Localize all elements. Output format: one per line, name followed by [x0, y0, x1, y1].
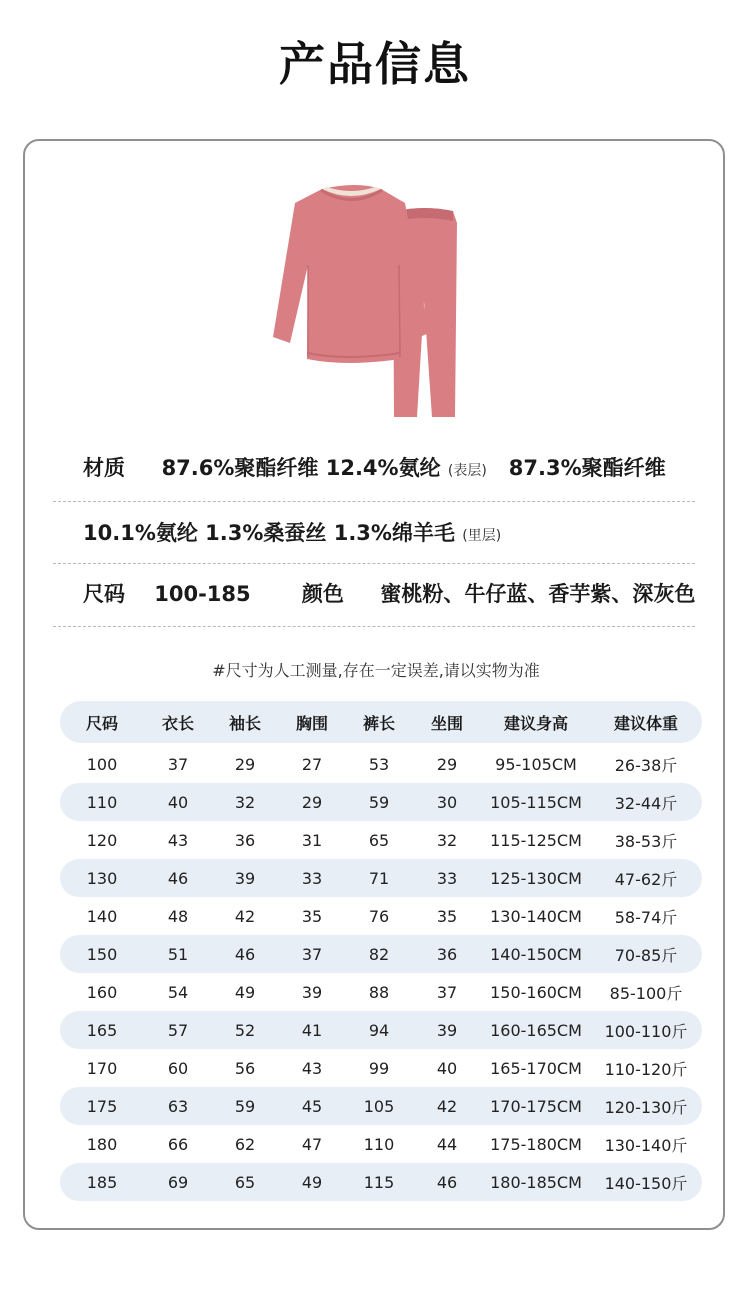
- table-cell: 76: [368, 906, 390, 926]
- table-cell: 165-170CM: [490, 1058, 582, 1078]
- header-sleeve-length: 袖长: [228, 713, 261, 733]
- table-cell: 56: [234, 1058, 256, 1078]
- color-label: 颜色: [301, 582, 344, 606]
- table-cell: 115: [363, 1172, 395, 1192]
- table-cell: 32: [234, 792, 256, 812]
- table-cell: 29: [234, 754, 256, 774]
- table-cell: 27: [301, 754, 323, 774]
- table-cell: 110: [86, 792, 118, 812]
- table-cell: 70-85斤: [614, 945, 678, 965]
- header-weight: 建议体重: [613, 713, 678, 733]
- divider: [53, 563, 695, 564]
- table-cell: 71: [368, 868, 390, 888]
- table-cell: 130-140斤: [604, 1135, 688, 1155]
- material-inner-line2: 10.1%氨纶 1.3%桑蚕丝 1.3%绵羊毛: [83, 521, 455, 545]
- table-row: [60, 897, 702, 935]
- table-cell: 46: [234, 944, 256, 964]
- table-cell: 33: [301, 868, 323, 888]
- table-cell: 150-160CM: [490, 982, 582, 1002]
- material-row-1: [83, 452, 697, 482]
- table-cell: 59: [368, 792, 390, 812]
- size-table: [60, 701, 702, 1201]
- table-cell: 42: [234, 906, 256, 926]
- table-header-row: [60, 701, 702, 743]
- page-title: 产品信息: [279, 37, 471, 91]
- material-outer: 87.6%聚酯纤维 12.4%氨纶: [161, 456, 441, 480]
- table-cell: 94: [368, 1020, 390, 1040]
- table-cell: 39: [301, 982, 323, 1002]
- table-cell: 39: [436, 1020, 458, 1040]
- table-cell: 37: [301, 944, 323, 964]
- table-cell: 130: [86, 868, 118, 888]
- table-row: [60, 1049, 702, 1087]
- table-cell: 49: [301, 1172, 323, 1192]
- table-cell: 46: [167, 868, 189, 888]
- table-cell: 140-150斤: [604, 1173, 688, 1193]
- product-image: [247, 181, 467, 421]
- table-cell: 38-53斤: [614, 831, 678, 851]
- table-cell: 51: [167, 944, 189, 964]
- table-cell: 140-150CM: [490, 944, 582, 964]
- header-chest: 胸围: [295, 713, 328, 733]
- material-label: 材质: [83, 456, 125, 480]
- table-cell: 100-110斤: [604, 1021, 688, 1041]
- table-row: [60, 1087, 702, 1125]
- color-options: 蜜桃粉、牛仔蓝、香芋紫、深灰色: [380, 582, 696, 606]
- table-cell: 40: [436, 1058, 458, 1078]
- table-row: [60, 973, 702, 1011]
- table-cell: 65: [234, 1172, 256, 1192]
- table-cell: 31: [301, 830, 323, 850]
- table-cell: 185: [86, 1172, 118, 1192]
- table-row: [60, 1011, 702, 1049]
- measurement-disclaimer: #尺寸为人工测量,存在一定误差,请以实物为准: [212, 661, 540, 680]
- table-cell: 37: [167, 754, 189, 774]
- table-cell: 35: [436, 906, 458, 926]
- header-size: 尺码: [85, 713, 118, 733]
- table-cell: 125-130CM: [490, 868, 582, 888]
- table-cell: 45: [301, 1096, 323, 1116]
- table-cell: 110-120斤: [604, 1059, 688, 1079]
- table-cell: 100: [86, 754, 118, 774]
- table-cell: 46: [436, 1172, 458, 1192]
- table-cell: 52: [234, 1020, 256, 1040]
- table-cell: 110: [363, 1134, 395, 1154]
- table-cell: 60: [167, 1058, 189, 1078]
- divider: [53, 626, 695, 627]
- table-cell: 150: [86, 944, 118, 964]
- material-row-2: [83, 517, 697, 547]
- header-height: 建议身高: [503, 713, 568, 733]
- product-info-card: [23, 139, 725, 1230]
- table-cell: 88: [368, 982, 390, 1002]
- header-pants-length: 裤长: [362, 713, 395, 733]
- table-cell: 47: [301, 1134, 323, 1154]
- table-cell: 29: [301, 792, 323, 812]
- table-row: [60, 1125, 702, 1163]
- header-top-length: 衣长: [161, 713, 194, 733]
- divider: [53, 501, 695, 502]
- table-cell: 26-38斤: [614, 755, 678, 775]
- table-cell: 120: [86, 830, 118, 850]
- material-inner-line1: 87.3%聚酯纤维: [508, 456, 666, 480]
- table-cell: 48: [167, 906, 189, 926]
- table-cell: 66: [167, 1134, 189, 1154]
- table-cell: 120-130斤: [604, 1097, 688, 1117]
- table-cell: 160-165CM: [490, 1020, 582, 1040]
- table-cell: 175-180CM: [490, 1134, 582, 1154]
- table-row: [60, 745, 702, 783]
- table-row: [60, 821, 702, 859]
- table-cell: 63: [167, 1096, 189, 1116]
- table-cell: 62: [234, 1134, 256, 1154]
- table-cell: 41: [301, 1020, 323, 1040]
- table-cell: 85-100斤: [609, 983, 683, 1003]
- table-cell: 105: [363, 1096, 395, 1116]
- table-row: [60, 859, 702, 897]
- size-label: 尺码: [83, 582, 125, 606]
- table-cell: 43: [301, 1058, 323, 1078]
- table-row: [60, 783, 702, 821]
- table-cell: 32: [436, 830, 458, 850]
- table-cell: 39: [234, 868, 256, 888]
- table-cell: 140: [86, 906, 118, 926]
- table-cell: 44: [436, 1134, 458, 1154]
- table-cell: 57: [167, 1020, 189, 1040]
- table-cell: 59: [234, 1096, 256, 1116]
- table-cell: 170: [86, 1058, 118, 1078]
- table-cell: 37: [436, 982, 458, 1002]
- table-cell: 33: [436, 868, 458, 888]
- table-cell: 30: [436, 792, 458, 812]
- table-cell: 115-125CM: [490, 830, 582, 850]
- table-cell: 165: [86, 1020, 118, 1040]
- table-cell: 130-140CM: [490, 906, 582, 926]
- table-cell: 170-175CM: [490, 1096, 582, 1116]
- table-cell: 65: [368, 830, 390, 850]
- table-cell: 35: [301, 906, 323, 926]
- table-cell: 54: [167, 982, 189, 1002]
- material-inner-note: (里层): [462, 528, 502, 544]
- table-cell: 29: [436, 754, 458, 774]
- table-cell: 105-115CM: [490, 792, 582, 812]
- table-cell: 99: [368, 1058, 390, 1078]
- table-row: [60, 935, 702, 973]
- table-cell: 53: [368, 754, 390, 774]
- table-cell: 32-44斤: [614, 793, 678, 813]
- table-row: [60, 1163, 702, 1201]
- size-color-row: [83, 578, 697, 608]
- table-cell: 69: [167, 1172, 189, 1192]
- table-cell: 49: [234, 982, 256, 1002]
- table-cell: 180: [86, 1134, 118, 1154]
- size-range: 100-185: [154, 582, 251, 606]
- table-cell: 47-62斤: [614, 869, 678, 889]
- table-cell: 95-105CM: [495, 754, 577, 774]
- table-body: [60, 745, 702, 1201]
- table-cell: 40: [167, 792, 189, 812]
- table-cell: 42: [436, 1096, 458, 1116]
- table-cell: 160: [86, 982, 118, 1002]
- table-cell: 58-74斤: [614, 907, 678, 927]
- table-cell: 36: [436, 944, 458, 964]
- table-cell: 36: [234, 830, 256, 850]
- table-cell: 43: [167, 830, 189, 850]
- material-outer-note: (表层): [447, 463, 487, 479]
- header-hip: 坐围: [430, 713, 463, 733]
- table-cell: 180-185CM: [490, 1172, 582, 1192]
- table-cell: 82: [368, 944, 390, 964]
- table-cell: 175: [86, 1096, 118, 1116]
